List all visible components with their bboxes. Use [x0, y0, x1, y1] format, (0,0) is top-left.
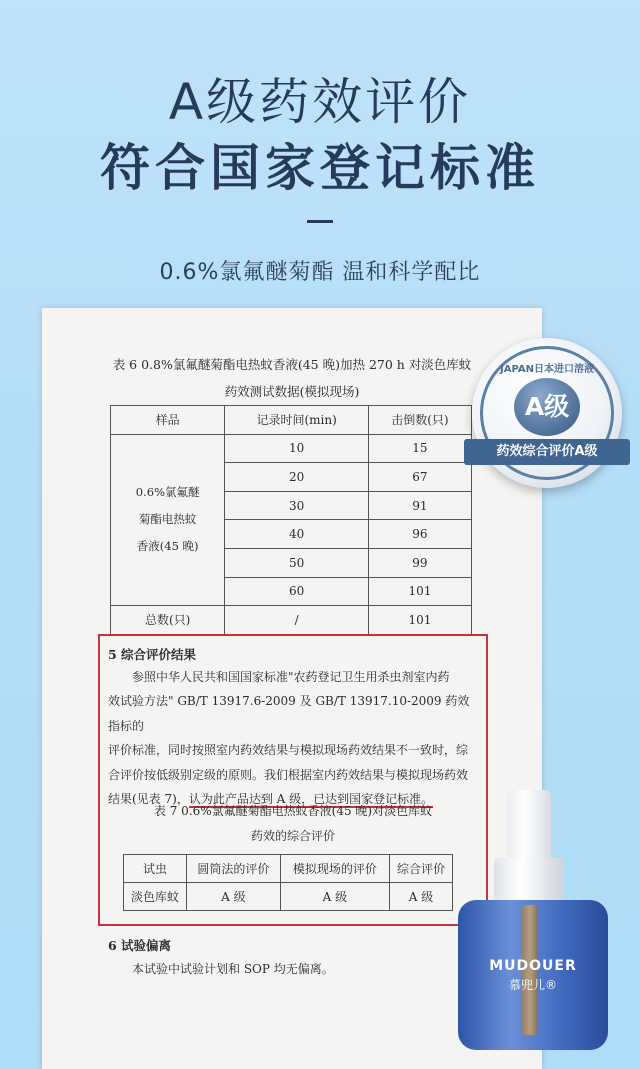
time-cell: 50	[225, 548, 369, 577]
count-cell: 67	[368, 463, 471, 492]
page-subtitle: 0.6%氯氟醚菊酯 温和科学配比	[159, 260, 481, 285]
table-header-cell: 样品	[111, 406, 225, 435]
page-title-line2: 符合国家登记标准	[100, 139, 540, 197]
paragraph-line: 参照中华人民共和国国家标准"农药登记卫生用杀虫剂室内药	[132, 670, 450, 684]
underlined-conclusion: 认为此产品达到 A 级，已达到国家登记标准。	[188, 792, 434, 807]
table7-overall-evaluation	[123, 854, 453, 911]
paragraph-line: 合评价按低级别定级的原则。我们根据室内药效结果与模拟现场药效	[108, 767, 469, 782]
badge-top-text: JAPAN日本进口溶液	[500, 364, 594, 375]
sample-line: 菊酯电热蚊	[138, 512, 197, 527]
grade-badge	[472, 338, 622, 488]
paragraph-line-prefix: 结果(见表 7)，	[108, 792, 189, 807]
table6-caption-line2: 药效测试数据(模拟现场)	[224, 384, 360, 399]
table-row	[124, 883, 453, 911]
section5-paragraph	[108, 665, 480, 811]
section6-title: 6 试验偏离	[108, 938, 172, 953]
table-header-cell: 模拟现场的评价	[280, 855, 389, 883]
paragraph-line: 评价标准，同时按照室内药效结果与模拟现场药效结果不一致时，综	[108, 743, 469, 758]
time-cell: 60	[225, 577, 369, 606]
total-count-cell: 101	[368, 606, 471, 635]
sample-name-cell	[111, 434, 225, 606]
page-title-line1: A级药效评价	[168, 73, 472, 131]
section5-title: 5 综合评价结果	[108, 647, 197, 662]
count-cell: 96	[368, 520, 471, 549]
total-time-cell: /	[225, 606, 369, 635]
title-divider	[307, 220, 333, 223]
table-header-cell: 记录时间(min)	[225, 406, 369, 435]
section6-text: 本试验中试验计划和 SOP 均无偏离。	[132, 962, 334, 976]
table-cell: A 级	[390, 883, 453, 911]
count-cell: 99	[368, 548, 471, 577]
brand-chinese-name: 慕兜儿®	[508, 978, 557, 992]
count-cell: 15	[368, 434, 471, 463]
table6-caption-line1: 表 6 0.8%氯氟醚菊酯电热蚊香液(45 晚)加热 270 h 对淡色库蚊	[112, 357, 472, 372]
brand-logo-text: MUDOUER	[489, 958, 577, 974]
table-total-row	[111, 606, 472, 635]
badge-band-text: 药效综合评价A级	[464, 439, 630, 465]
table-row	[111, 434, 472, 463]
table-header-row	[111, 406, 472, 435]
bottle-collar	[494, 858, 564, 906]
table7-caption-line1: 表 7 0.6%氯氟醚菊酯电热蚊香液(45 晚)对淡色库蚊	[153, 804, 433, 818]
table7-caption-line2: 药效的综合评价	[250, 829, 335, 843]
time-cell: 20	[225, 463, 369, 492]
table-header-cell: 击倒数(只)	[368, 406, 471, 435]
count-cell: 91	[368, 491, 471, 520]
table-cell: A 级	[186, 883, 280, 911]
badge-grade: A级	[514, 378, 580, 436]
table-header-row	[124, 855, 453, 883]
table-header-cell: 试虫	[124, 855, 187, 883]
table-header-cell: 圆筒法的评价	[186, 855, 280, 883]
time-cell: 10	[225, 434, 369, 463]
sample-line: 0.6%氯氟醚	[135, 485, 200, 500]
table6-knockdown-data	[110, 405, 472, 635]
count-cell: 101	[368, 577, 471, 606]
table-cell: 淡色库蚊	[124, 883, 187, 911]
paragraph-line: 效试验方法" GB/T 13917.6-2009 及 GB/T 13917.10-2009 药效指标的	[108, 694, 470, 733]
time-cell: 30	[225, 491, 369, 520]
total-label-cell: 总数(只)	[111, 606, 225, 635]
sample-line: 香液(45 晚)	[136, 539, 199, 554]
table-cell: A 级	[280, 883, 389, 911]
time-cell: 40	[225, 520, 369, 549]
table-header-cell: 综合评价	[390, 855, 453, 883]
